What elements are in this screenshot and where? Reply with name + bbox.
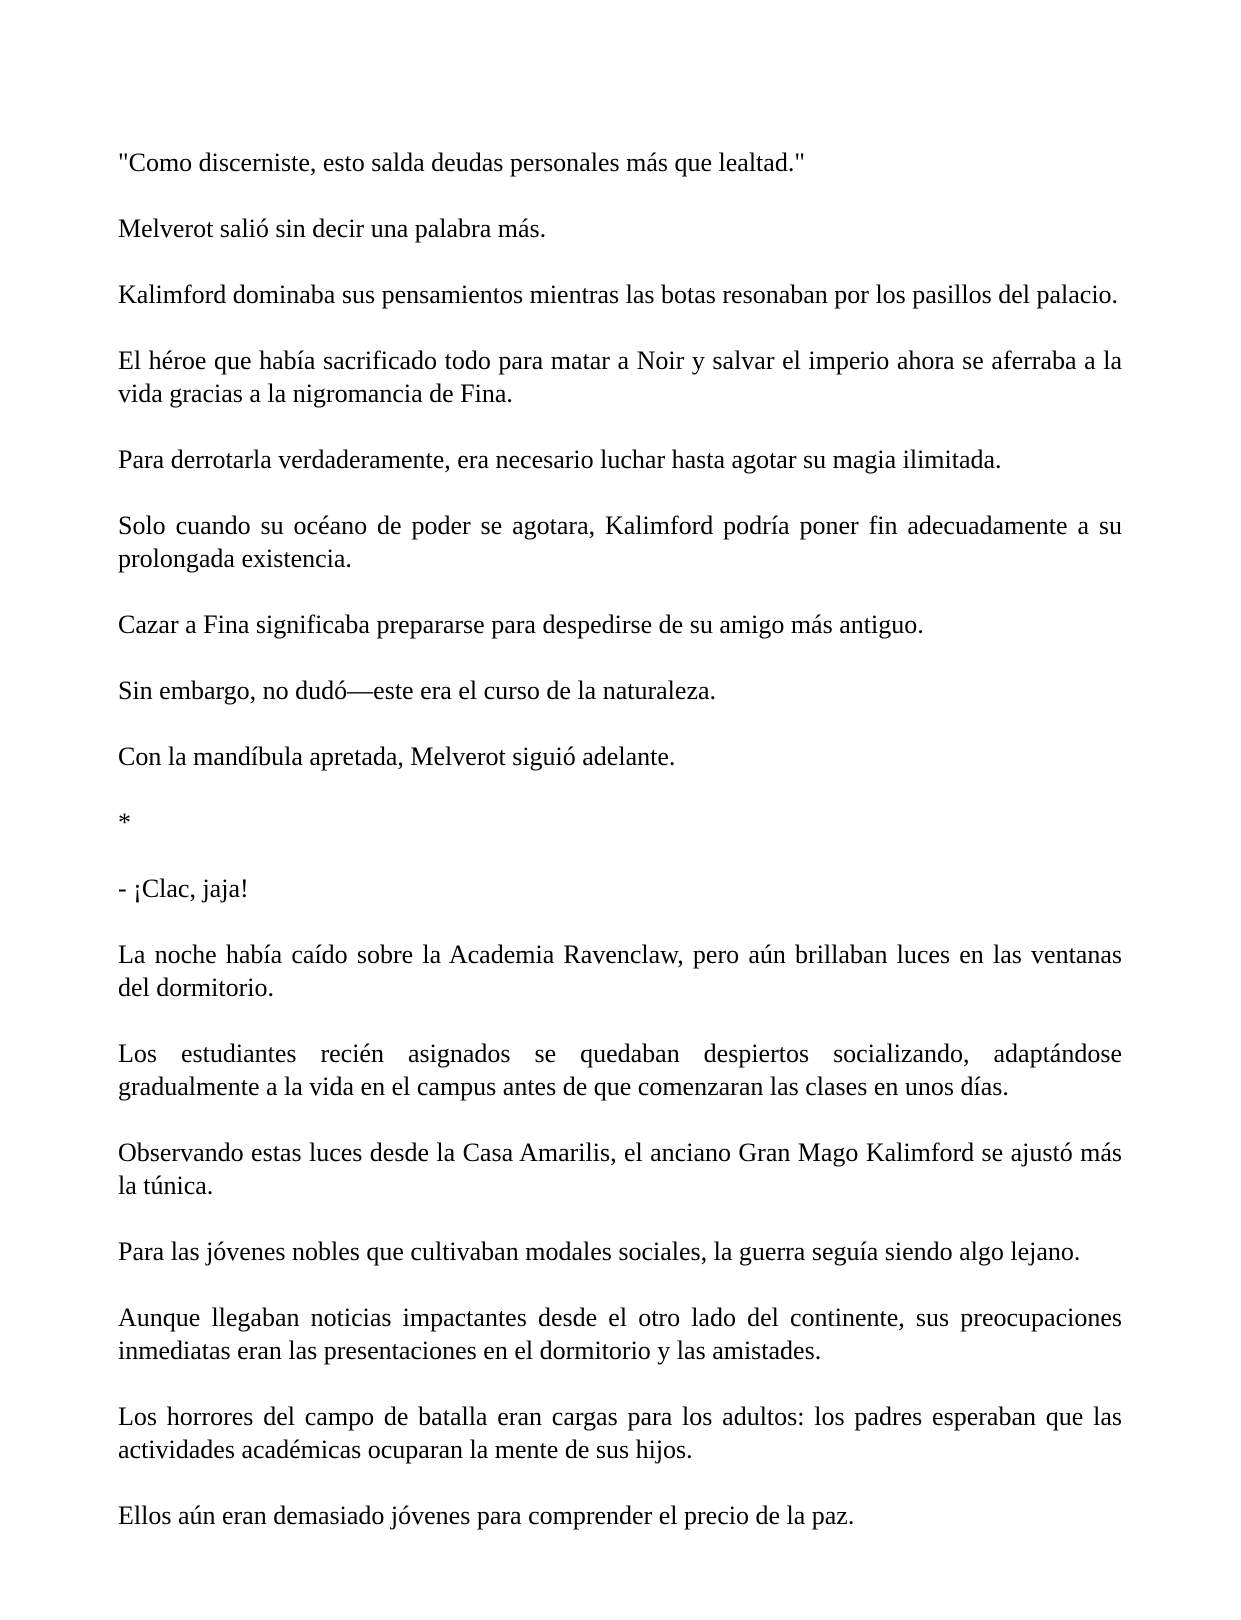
paragraph: Sin embargo, no dudó—este era el curso de la naturaleza. (118, 676, 717, 705)
paragraph: El héroe que había sacrificado todo para matar a Noir y salvar el imperio ahora se aferraba a la vida gracias a la nigromancia de Fina. (118, 346, 1122, 408)
paragraph: Para las jóvenes nobles que cultivaban modales sociales, la guerra seguía siendo algo lejano. (118, 1237, 1081, 1266)
scene-break: * (118, 808, 131, 837)
paragraph: Kalimford dominaba sus pensamientos mientras las botas resonaban por los pasillos del palacio. (118, 280, 1119, 309)
paragraph: "Como discerniste, esto salda deudas personales más que lealtad." (118, 148, 805, 177)
paragraph: Los estudiantes recién asignados se quedaban despiertos socializando, adaptándose gradualmente a la vida en el campus antes de que comenzaran las clases en unos días. (118, 1039, 1122, 1101)
paragraph: Ellos aún eran demasiado jóvenes para comprender el precio de la paz. (118, 1501, 855, 1530)
paragraph: Melverot salió sin decir una palabra más. (118, 214, 547, 243)
paragraph: Observando estas luces desde la Casa Amarilis, el anciano Gran Mago Kalimford se ajustó más la túnica. (118, 1138, 1122, 1200)
document-body (118, 146, 1122, 1565)
paragraph: Aunque llegaban noticias impactantes desde el otro lado del continente, sus preocupaciones inmediatas eran las presentaciones en el dormitorio y las amistades. (118, 1303, 1122, 1365)
paragraph: Solo cuando su océano de poder se agotara, Kalimford podría poner fin adecuadamente a su prolongada existencia. (118, 511, 1122, 573)
paragraph: Los horrores del campo de batalla eran cargas para los adultos: los padres esperaban que las actividades académicas ocuparan la mente de sus hijos. (118, 1402, 1122, 1464)
paragraph: Con la mandíbula apretada, Melverot siguió adelante. (118, 742, 676, 771)
paragraph: - ¡Clac, jaja! (118, 874, 249, 903)
paragraph: Cazar a Fina significaba prepararse para despedirse de su amigo más antiguo. (118, 610, 924, 639)
paragraph: La noche había caído sobre la Academia Ravenclaw, pero aún brillaban luces en las ventanas del dormitorio. (118, 940, 1122, 1002)
paragraph: Para derrotarla verdaderamente, era necesario luchar hasta agotar su magia ilimitada. (118, 445, 1002, 474)
